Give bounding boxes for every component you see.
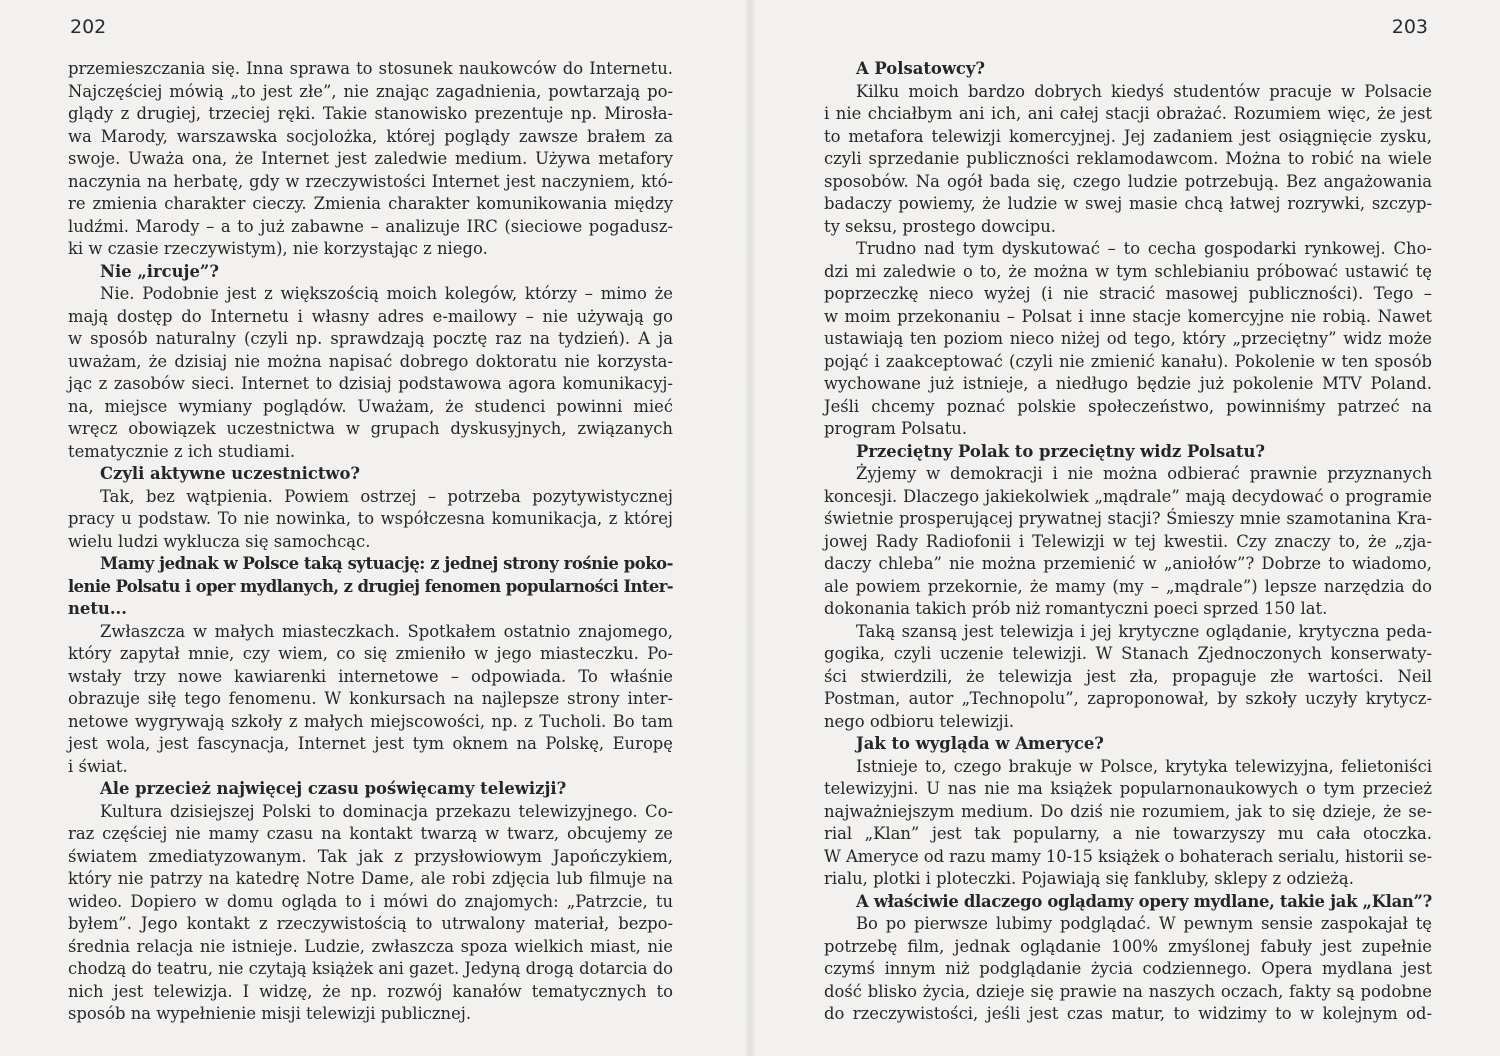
interview-question-line: lenie Polsatu i oper mydlanych, z drugiej fenomen popularności Inter- — [68, 576, 673, 596]
text-line: pojąć i zaakceptować (czyli nie zmienić kanału). Pokolenie w ten sposób — [824, 351, 1432, 371]
text-line: nich jest telewizja. I widzę, że np. rozwój kanałów tematycznych to — [68, 981, 673, 1001]
interview-question-line: Nie „ircuje”? — [100, 261, 219, 281]
text-line: jest wola, jest fascynacja, Internet jest tym oknem na Polskę, Europę — [68, 734, 673, 753]
interview-question-line: A właściwie dlaczego oglądamy opery mydlane, takie jak „Klan”? — [856, 891, 1432, 911]
text-line: mają dostęp do Internetu i własny adres e-mailowy – nie używają go — [68, 306, 673, 326]
text-line: sposób na wypełnienie misji telewizji publicznej. — [68, 1004, 472, 1023]
text-line: chodzą do teatru, nie czytają książek ani gazet. Jedyną drogą dotarcia do — [68, 959, 673, 978]
text-line: ustawiają ten poziom nieco niżej od tego, który „przeciętny” widz może — [824, 329, 1432, 348]
text-line: świetnie prosperującej prywatnej stacji? Śmieszy mnie szamotanina Kra- — [824, 509, 1432, 528]
text-line: rial „Klan” jest tak popularny, a nie towarzyszy mu cała otoczka. — [824, 824, 1432, 843]
text-line: Najczęściej mówią „to jest złe”, nie znając zagadnienia, powtarzają po- — [68, 81, 673, 101]
text-line: Postman, autor „Technopolu”, zaproponował, by szkoły uczyły krytycz- — [824, 689, 1432, 708]
text-line: wielu ludzi wyklucza się samochcąc. — [68, 531, 371, 551]
text-line: dość blisko życia, dzieje się prawie na naszych oczach, fakty są podobne — [824, 981, 1432, 1001]
page-number: 202 — [70, 16, 107, 38]
text-line: poprzeczkę nieco wyżej (i nie stracić masowej publiczności). Tego – — [824, 284, 1432, 303]
text-line: telewizyjni. U nas nie ma książek popularnonaukowych o tym przecież — [824, 779, 1432, 798]
text-line: raz częściej nie mamy czasu na kontakt twarzą w twarz, obcujemy ze — [68, 824, 673, 843]
text-line: Żyjemy w demokracji i nie można odbierać prawnie przyznanych — [856, 464, 1432, 483]
text-line: dzi mi zaledwie o to, że można w tym schlebianiu próbować ustawić tę — [824, 261, 1432, 281]
text-line: dokonania takich prób niż romantyczni poeci sprzed 150 lat. — [824, 599, 1328, 618]
text-line: najważniejszym medium. Do dziś nie rozumiem, jak to się dzieje, że se- — [824, 801, 1432, 821]
text-line: jowej Rady Radiofonii i Telewizji w tej kwestii. Czy znaczy to, że „zja- — [824, 531, 1432, 551]
interview-question-line: Ale przecież najwięcej czasu poświęcamy telewizji? — [100, 779, 567, 798]
text-line: czyli sprzedanie publiczności reklamodawcom. Można to robić na wiele — [824, 149, 1432, 168]
text-line: naczynia na herbatę, gdy w rzeczywistości Internet jest naczyniem, któ- — [68, 171, 673, 191]
interview-question-line: netu... — [68, 599, 127, 618]
text-line: glądy z drugiej, trzeciej ręki. Takie stanowisko prezentuje np. Mirosła- — [68, 104, 673, 123]
text-line: koncesji. Dlaczego jakiekolwiek „mądrale” mają decydować o programie — [824, 486, 1432, 506]
text-line: ści stwierdzili, że telewizja jest zła, propaguje złe wartości. Neil — [824, 666, 1432, 686]
text-line: ale powiem przekornie, że mamy (my – „mądrale”) lepsze narzędzia do — [824, 576, 1432, 596]
interview-question-line: Jak to wygląda w Ameryce? — [856, 734, 1104, 753]
interview-question-line: Mamy jednak w Polsce taką sytuację: z jednej strony rośnie poko- — [100, 554, 673, 573]
text-line: który zapytał mnie, czy wiem, co się zmieniło w jego miasteczku. Po- — [68, 644, 673, 663]
text-line: światem zmediatyzowanym. Tak jak z przysłowiowym Japończykiem, — [68, 846, 673, 866]
page-body-text — [824, 58, 1432, 1026]
right-page — [750, 0, 1500, 1056]
text-line: w moim przekonaniu – Polsat i inne stacje komercyjne nie robią. Nawet — [824, 306, 1432, 326]
text-line: i nie chciałbym ani ich, ani całej stacji obrażać. Rozumiem więc, że jest — [824, 104, 1432, 123]
text-line: potrzebę film, jednak oglądanie 100% zmyślonej fabuły jest zupełnie — [824, 936, 1432, 956]
text-line: Nie. Podobnie jest z większością moich kolegów, którzy – mimo że — [100, 284, 673, 303]
text-line: W Ameryce od razu mamy 10-15 książek o bohaterach serialu, historii se- — [824, 846, 1433, 866]
interview-question-line: A Polsatowcy? — [856, 59, 986, 78]
text-line: przemieszczania się. Inna sprawa to stosunek naukowców do Internetu. — [68, 59, 673, 78]
text-line: netowe wygrywają szkoły z małych miejscowości, np. z Tucholi. Bo tam — [68, 711, 673, 731]
text-line: badaczy powiemy, że ludzie w swej masie chcą łatwej rozrywki, szczyp- — [824, 194, 1432, 213]
text-line: to metafora telewizji komercyjnej. Jej zadaniem jest osiągnięcie zysku, — [824, 126, 1432, 146]
text-line: czymś innym niż podglądanie życia codziennego. Opera mydlana jest — [824, 959, 1432, 978]
text-line: który nie patrzy na katedrę Notre Dame, ale robi zdjęcia lub filmuje na — [68, 869, 673, 888]
text-line: wa Marody, warszawska socjolożka, której poglądy zawsze brałem za — [68, 126, 673, 146]
page-body-text — [68, 58, 673, 1026]
text-line: re zmienia charakter cieczy. Zmienia charakter komunikowania między — [68, 194, 673, 213]
page-number: 203 — [1391, 16, 1428, 38]
text-line: Bo po pierwsze lubimy podglądać. W pewnym sensie zaspokajał tę — [856, 914, 1432, 933]
text-line: ki w czasie rzeczywistym), nie korzystając z niego. — [68, 239, 488, 258]
text-line: gogika, czyli uczenie telewizji. W Stanach Zjednoczonych konserwaty- — [824, 644, 1432, 663]
text-line: swoje. Uważa ona, że Internet jest zaledwie medium. Używa metafory — [68, 149, 673, 168]
text-line: obrazuje siłę tego fenomenu. W konkursach na najlepsze strony inter- — [68, 689, 673, 708]
text-line: ty seksu, prostego dowcipu. — [824, 216, 1057, 236]
text-line: uważam, że dzisiaj nie można napisać dobrego doktoratu nie korzysta- — [68, 351, 673, 371]
text-line: i świat. — [68, 756, 128, 776]
text-line: do rzeczywistości, jeśli jest czas matur, to widzimy to w kolejnym od- — [824, 1004, 1432, 1023]
text-line: wychowane już istnieje, a niedługo będzie już pokolenie MTV Poland. — [824, 374, 1432, 393]
text-line: wideo. Dopiero w domu ogląda to i mówi do znajomych: „Patrzcie, tu — [68, 891, 673, 911]
text-line: Kilku moich bardzo dobrych kiedyś studentów pracuje w Polsacie — [856, 81, 1432, 101]
interview-question-line: Przeciętny Polak to przeciętny widz Polsatu? — [856, 441, 1265, 461]
text-line: Tak, bez wątpienia. Powiem ostrzej – potrzeba pozytywistycznej — [100, 486, 673, 506]
text-line: średnia relacja nie istnieje. Ludzie, zwłaszcza spoza wielkich miast, nie — [68, 936, 673, 956]
text-line: Istnieje to, czego brakuje w Polsce, krytyka telewizyjna, felietoniści — [856, 756, 1432, 776]
text-line: ludźmi. Marody – a to już zabawne – analizuje IRC (sieciowe pogadusz- — [68, 216, 673, 236]
text-line: nego odbioru telewizji. — [824, 711, 1015, 731]
text-line: na, miejsce wymiany poglądów. Uważam, że studenci powinni mieć — [68, 396, 673, 416]
text-line: daczy chleba” nie można przemienić w „aniołów”? Dobrze to wiadomo, — [824, 554, 1432, 573]
text-line: jąc z zasobów sieci. Internet to dzisiaj podstawowa agora komunikacyj- — [68, 374, 673, 393]
text-line: Trudno nad tym dyskutować – to cecha gospodarki rynkowej. Cho- — [856, 239, 1432, 258]
text-line: Jeśli chcemy poznać polskie społeczeństwo, powinniśmy patrzeć na — [824, 396, 1432, 416]
text-line: w sposób naturalny (czyli np. sprawdzają pocztę raz na tydzień). A ja — [68, 329, 673, 348]
text-line: pracy u podstaw. To nie nowinka, to współczesna komunikacja, z której — [68, 509, 673, 528]
text-line: Taką szansą jest telewizja i jej krytyczne oglądanie, krytyczna peda- — [856, 621, 1432, 641]
interview-question-line: Czyli aktywne uczestnictwo? — [100, 464, 361, 483]
text-line: wstały trzy nowe kawiarenki internetowe – odpowiada. To właśnie — [68, 666, 673, 686]
text-line: sposobów. Na ogół bada się, czego ludzie potrzebują. Bez angażowania — [824, 171, 1432, 191]
text-line: rialu, plotki i ploteczki. Pojawiają się fankluby, sklepy z odzieżą. — [824, 869, 1354, 888]
text-line: wręcz obowiązek uczestnictwa w grupach dyskusyjnych, związanych — [68, 419, 673, 438]
text-line: byłem”. Jego kontakt z rzeczywistością to utrwalony materiał, bezpo- — [68, 914, 673, 933]
text-line: Zwłaszcza w małych miasteczkach. Spotkałem ostatnio znajomego, — [100, 621, 673, 641]
text-line: Kultura dzisiejszej Polski to dominacja przekazu telewizyjnego. Co- — [100, 801, 673, 821]
text-line: program Polsatu. — [824, 419, 968, 438]
text-line: tematycznie z ich studiami. — [68, 441, 296, 461]
